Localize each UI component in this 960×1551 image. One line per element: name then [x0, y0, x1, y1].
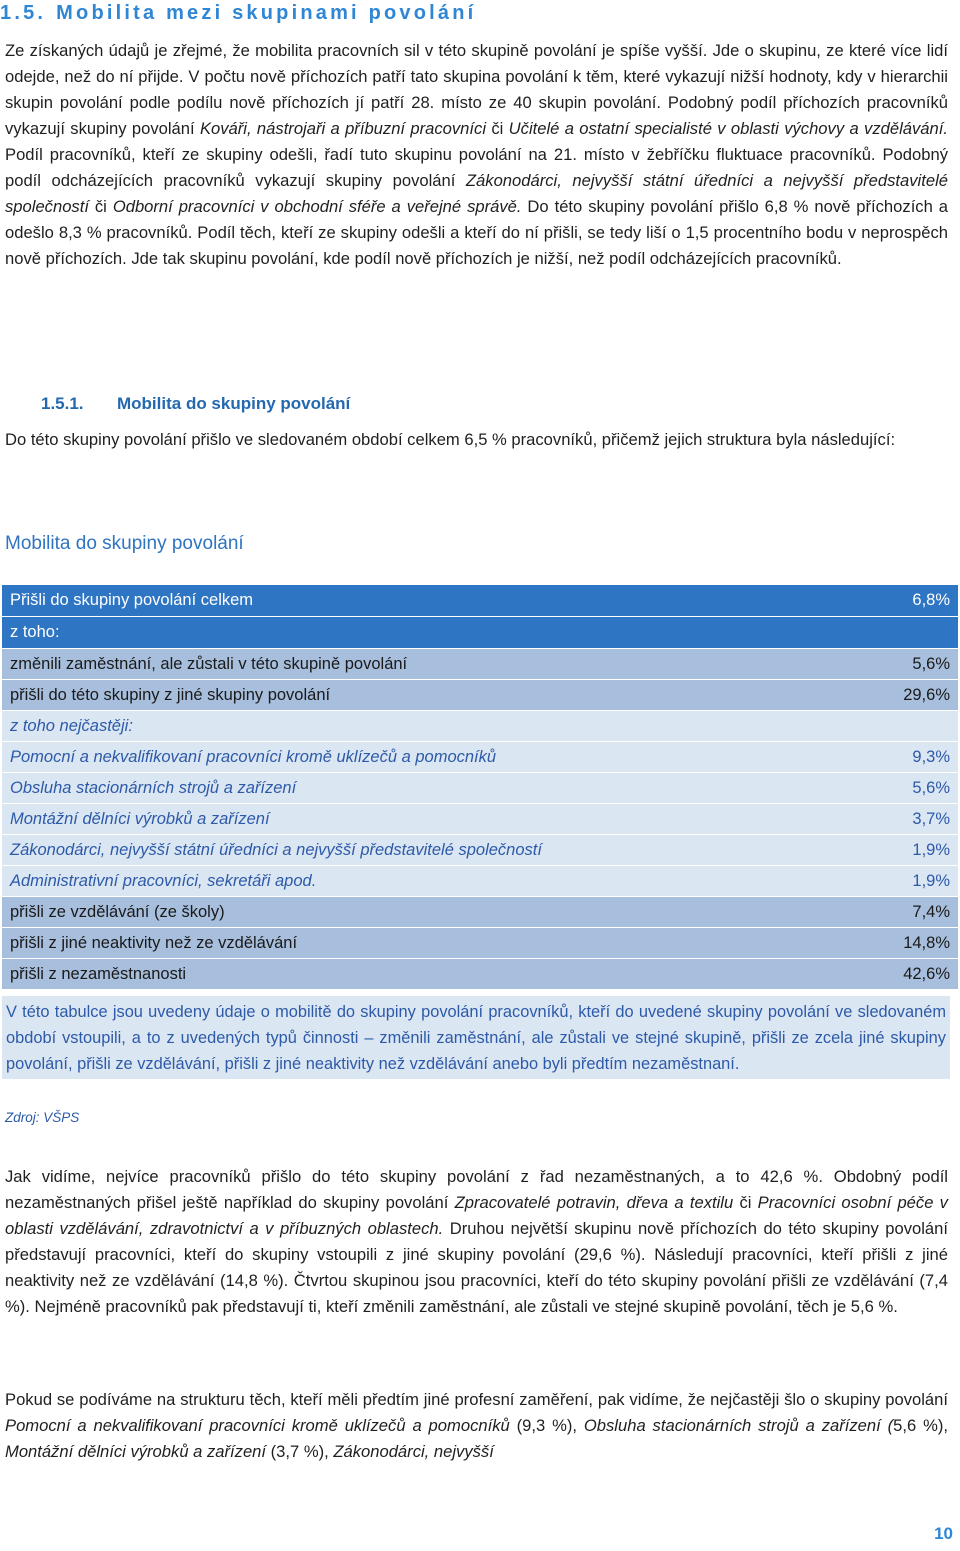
row-label: přišli z jiné neaktivity než ze vzdělávání — [10, 933, 298, 952]
intro-text-3: Podíl pracovníků, kteří ze skupiny odešli, řadí tuto skupinu povolání na 21. místo v žebříčku fluktuace pracovníků. Podobný podíl odcházejících pracovníků vykazují skupiny povolání — [5, 145, 948, 190]
detail-value: 5,6% — [912, 778, 950, 797]
subsection-heading — [41, 394, 350, 414]
intro-text-4: či — [88, 197, 113, 216]
p3-text-1: Pokud se podíváme na strukturu těch, kteří měli předtím jiné profesní zaměření, pak vidíme, že nejčastěji šlo o skupiny povolání — [5, 1390, 948, 1409]
detail-value: 1,9% — [912, 840, 950, 859]
row-value: 14,8% — [903, 933, 950, 952]
detail-value: 3,7% — [912, 809, 950, 828]
intro-italic-1: Kováři, nástrojaři a příbuzní pracovníci — [199, 119, 487, 138]
table-row — [2, 928, 958, 959]
p2-italic-1: Zpracovatelé potravin, dřeva a textilu — [454, 1193, 734, 1212]
most-often-label: z toho nejčastěji: — [10, 716, 133, 735]
section-title — [0, 2, 486, 25]
p3-italic-4: Zákonodárci, nejvyšší — [333, 1442, 494, 1461]
structure-paragraph — [5, 1387, 948, 1465]
table-row — [2, 649, 958, 680]
intro-text-5: Do této skupiny povolání přišlo 6,8 % nově příchozích a odešlo 8,3 % pracovníků. Podíl těch, kteří ze skupiny odešli a kteří do ní přišli, se tedy liší o 1,5 procentního bodu v neprospěch nově příchozích. Jde tak skupinu povolání, kde podíl nově příchozích je nižší, než podíl odcházejících pracovníků. — [5, 197, 948, 268]
intro-paragraph — [5, 38, 948, 272]
section-number: 1.5. — [0, 2, 47, 24]
row-label: přišli ze vzdělávání (ze školy) — [10, 902, 225, 921]
table-row — [2, 897, 958, 928]
total-value: 6,8% — [912, 591, 950, 609]
p2-italic-2: Pracovníci osobní péče v oblasti vzdělávání, zdravotnictví a v příbuzných oblastech. — [5, 1193, 948, 1238]
p3-italic-1: Pomocní a nekvalifikovaní pracovníci kromě uklízečů a pomocníků — [5, 1416, 510, 1435]
section-title-text: Mobilita mezi skupinami povolání — [56, 2, 477, 24]
intro-text-1: Ze získaných údajů je zřejmé, že mobilita pracovních sil v této skupině povolání je spíše vyšší. Jde o skupinu, ze které více lidí odejde, než do ní přijde. V počtu nově příchozích patří tato skupina povolání k těm, které vykazují nižší hodnoty, kdy v hierarchii skupin povolání podle podílu nově příchozích jí patří 28. místo ze 40 skupin povolání. Podobný podíl příchozích pracovníků vykazují skupiny povolání — [5, 41, 948, 138]
p3-text-2: (9,3 %), — [509, 1416, 584, 1435]
table-row — [2, 959, 958, 990]
intro-italic-4: Odborní pracovníci v obchodní sféře a veřejné správě. — [112, 197, 522, 216]
subsection-title: Mobilita do skupiny povolání — [117, 394, 351, 413]
p3-italic-3: Montážní dělníci výrobků a zařízení — [5, 1442, 267, 1461]
table-row-detail — [2, 804, 958, 835]
row-label: přišli z nezaměstnanosti — [10, 964, 187, 983]
intro-italic-3: Zákonodárci, nejvyšší státní úředníci a nejvyšší představitelé společností — [5, 171, 948, 216]
p3-text-4: (3,7 %), — [266, 1442, 334, 1461]
row-label: změnili zaměstnání, ale zůstali v této skupině povolání — [10, 654, 408, 673]
row-label: přišli do této skupiny z jiné skupiny povolání — [10, 685, 331, 704]
table-row-detail — [2, 773, 958, 804]
p2-text-3: Druhou největší skupinu nově příchozích do této skupiny povolání představují pracovníci, kteří do skupiny vstoupili z jiné skupiny povolání (29,6 %). Následují pracovníci, kteří přišli z jiné neaktivity než ze vzdělávání (14,8 %). Čtvrtou skupinou jsou pracovníci, kteří do této skupiny povolání přišli ze vzdělávání (7,4 %). Nejméně pracovníků pak představují ti, kteří změnili zaměstnání, ale zůstali ve stejné skupině povolání, těch je 5,6 %. — [5, 1219, 948, 1316]
detail-label: Administrativní pracovníci, sekretáři apod. — [10, 871, 317, 890]
table-note: V této tabulce jsou uvedeny údaje o mobilitě do skupiny povolání pracovníků, kteří do uvedené skupiny povolání ve sledovaném období vstoupili, a to z uvedených typů činnosti – změnili zaměstnání, ale zůstali ve stejné skupině, přišli ze zcela jiné skupiny povolání, přišli ze vzdělávání, přišli z jiné neaktivity než vzdělávání anebo byli předtím nezaměstnaní. — [2, 996, 950, 1079]
p3-text-3: 5,6 %), — [893, 1416, 948, 1435]
detail-label: Obsluha stacionárních strojů a zařízení — [10, 778, 297, 797]
detail-value: 9,3% — [912, 747, 950, 766]
table-row-detail — [2, 742, 958, 773]
total-label: Přišli do skupiny povolání celkem — [10, 591, 254, 609]
subheader-label: z toho: — [10, 623, 60, 641]
detail-value: 1,9% — [912, 871, 950, 890]
intro-italic-2: Učitelé a ostatní specialisté v oblasti výchovy a vzdělávání. — [508, 119, 948, 138]
row-value: 5,6% — [912, 654, 950, 673]
p3-italic-2: Obsluha stacionárních strojů a zařízení ( — [583, 1416, 894, 1435]
page-number: 10 — [934, 1524, 953, 1543]
lead-paragraph: Do této skupiny povolání přišlo ve sledovaném období celkem 6,5 % pracovníků, přičemž jejich struktura byla následující: — [5, 430, 896, 449]
table-row-total — [2, 585, 958, 617]
table-caption: Mobilita do skupiny povolání — [5, 533, 244, 554]
table-row-subheader — [2, 617, 958, 649]
table-source: Zdroj: VŠPS — [5, 1110, 80, 1125]
row-value: 42,6% — [903, 964, 950, 983]
table-row-detail — [2, 866, 958, 897]
table-row-most-often — [2, 711, 958, 742]
analysis-paragraph — [5, 1164, 948, 1320]
p2-text-1: Jak vidíme, nejvíce pracovníků přišlo do této skupiny povolání z řad nezaměstnaných, a to 42,6 %. Obdobný podíl nezaměstnaných přišel ještě například do skupiny povolání — [5, 1167, 948, 1212]
detail-label: Zákonodárci, nejvyšší státní úředníci a nejvyšší představitelé společností — [10, 840, 542, 859]
p2-text-2: či — [733, 1193, 758, 1212]
row-value: 29,6% — [903, 685, 950, 704]
mobility-table — [2, 585, 958, 990]
subsection-number: 1.5.1. — [41, 394, 84, 413]
row-value: 7,4% — [912, 902, 950, 921]
table-row — [2, 680, 958, 711]
detail-label: Montážní dělníci výrobků a zařízení — [10, 809, 270, 828]
table-row-detail — [2, 835, 958, 866]
detail-label: Pomocní a nekvalifikovaní pracovníci kromě uklízečů a pomocníků — [10, 747, 497, 766]
intro-text-2: či — [486, 119, 509, 138]
